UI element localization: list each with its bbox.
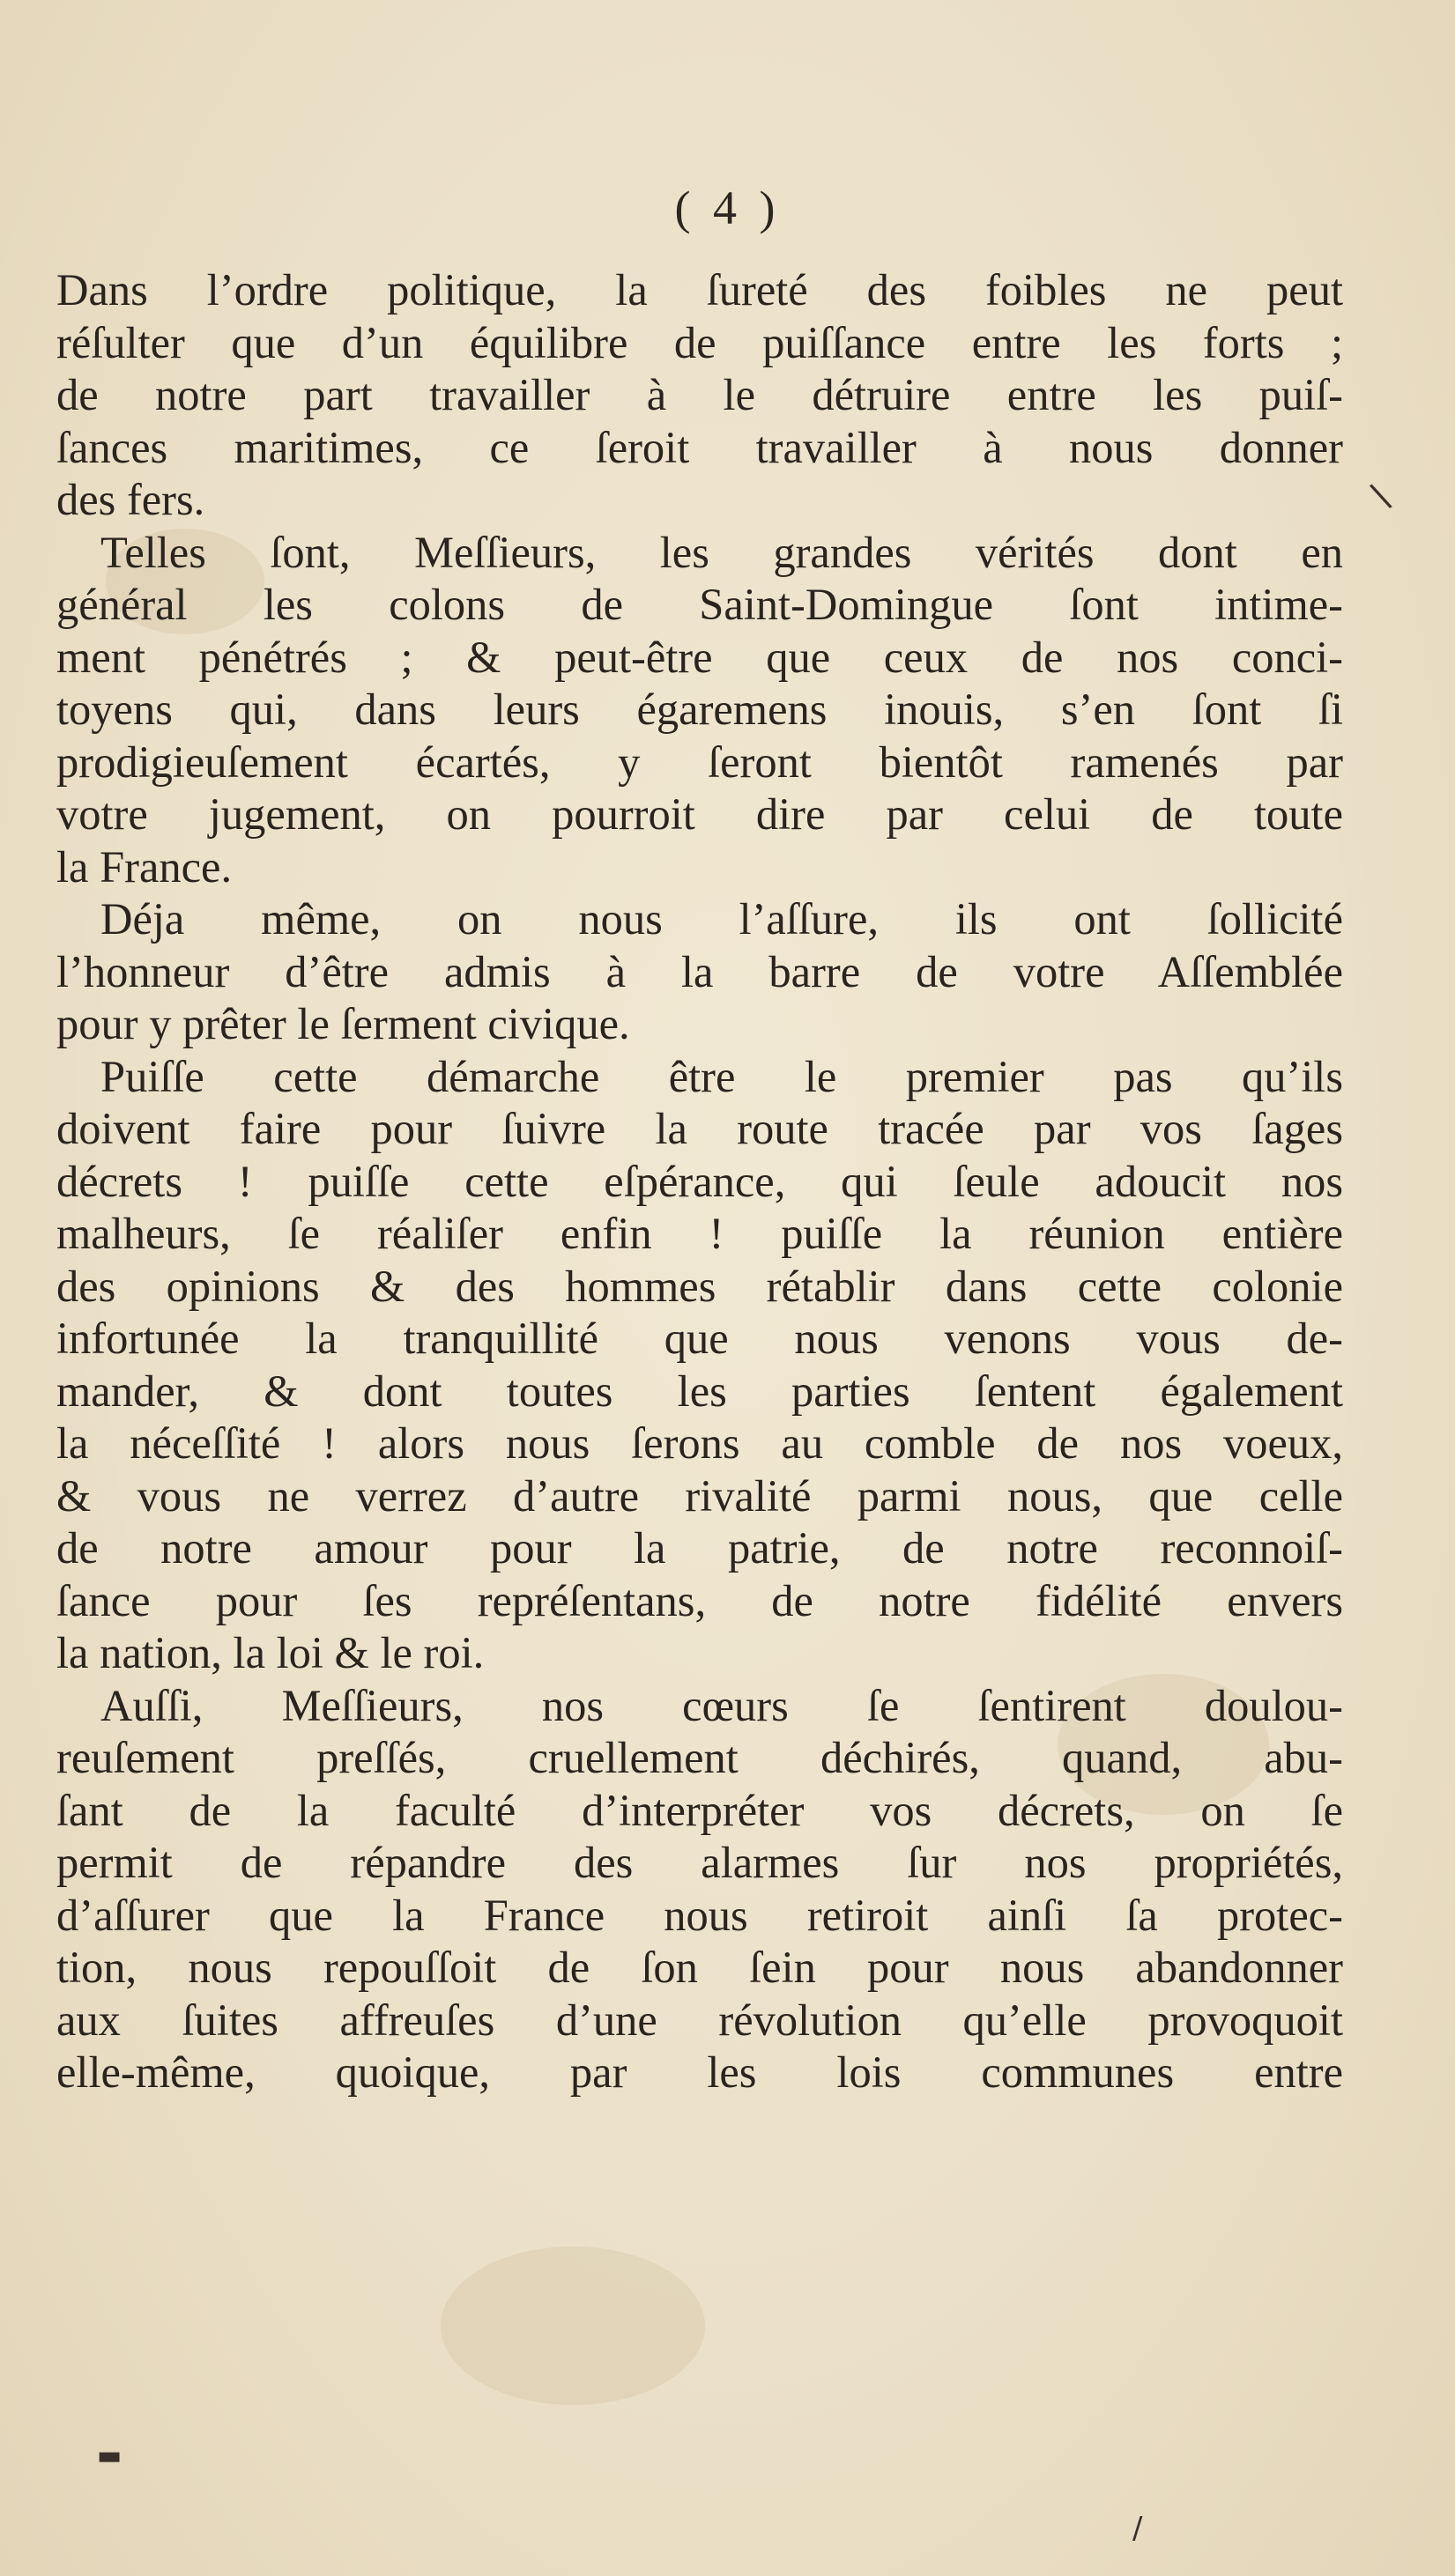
text-line: toyens qui, dans leurs égaremens inouis, s’en ſont ſi [56,685,1343,734]
text-line: votre jugement, on pourroit dire par celui de toute [56,789,1343,839]
body-text [56,264,1343,2099]
text-line: d’aſſurer que la France nous retiroit ainſi ſa protec- [56,1890,1343,1940]
text-line: des fers. [56,475,205,524]
text-line: Telles ſont, Meſſieurs, les grandes vérités dont en [100,527,1343,577]
text-line: mander, & dont toutes les parties ſentent également [56,1366,1343,1416]
text-line: Auſſi, Meſſieurs, nos cœurs ſe ſentirent doulou- [100,1680,1343,1730]
text-line: des opinions & des hommes rétablir dans cette colonie [56,1261,1343,1311]
text-line: de notre part travailler à le détruire entre les puiſ- [56,370,1343,419]
text-line: ſances maritimes, ce ſeroit travailler à nous donner [56,422,1343,472]
text-line: prodigieuſement écartés, y ſeront bientôt ramenés par [56,737,1343,787]
text-line: reuſement preſſés, cruellement déchirés, quand, abu- [56,1733,1343,1782]
text-line: infortunée la tranquillité que nous venons vous de- [56,1314,1343,1363]
text-line: décrets ! puiſſe cette eſpérance, qui ſeule adoucit nos [56,1156,1343,1206]
text-line: pour y prêter le ſerment civique. [56,999,630,1048]
pen-mark: \ [1366,475,1395,517]
text-line: aux ſuites affreuſes d’une révolution qu’elle provoquoit [56,1995,1343,2045]
text-line: l’honneur d’être admis à la barre de votre Aſſemblée [56,946,1343,996]
text-line: la France. [56,841,233,892]
text-line: réſulter que d’un équilibre de puiſſance entre les forts ; [56,317,1343,367]
text-line: & vous ne verrez d’autre rivalité parmi nous, que celle [56,1470,1343,1521]
paragraph [56,1680,1343,2099]
text-line: Puiſſe cette démarche être le premier pas qu’ils [100,1051,1343,1101]
text-line: de notre amour pour la patrie, de notre reconnoiſ- [56,1523,1343,1573]
text-line: permit de répandre des alarmes ſur nos propriétés, [56,1838,1343,1887]
text-line: ſant de la faculté d’interpréter vos décrets, on ſe [56,1785,1343,1835]
text-line: général les colons de Saint-Domingue ſont intime- [56,580,1343,629]
paragraph [56,527,1343,894]
text-line: doivent faire pour ſuivre la route tracée par vos ſages [56,1104,1343,1153]
text-line: malheurs, ſe réaliſer enfin ! puiſſe la réunion entière [56,1209,1343,1258]
text-line: la néceſſité ! alors nous ſerons au comble de nos voeux, [56,1418,1343,1468]
paragraph [56,1051,1343,1680]
text-line: Déja même, on nous l’aſſure, ils ont ſollicité [100,894,1343,944]
paragraph [56,893,1343,1051]
page-number: ( 4 ) [674,181,781,234]
pen-mark: / [1132,2511,1143,2546]
text-line: ſance pour ſes repréſentans, de notre fidélité envers [56,1575,1343,1625]
paragraph [56,264,1343,527]
text-line: ment pénétrés ; & peut-être que ceux de nos conci- [56,632,1343,682]
ink-speck: ▬ [97,2440,122,2471]
text-line: tion, nous repouſſoit de ſon ſein pour nous abandonner [56,1943,1343,1992]
text-line: elle-même, quoique, par les lois communes entre [56,2047,1343,2097]
text-line: la nation, la loi & le roi. [56,1628,485,1677]
text-line: Dans l’ordre politique, la ſureté des foibles ne peut [56,265,1343,315]
foxing-stain [441,2247,705,2405]
